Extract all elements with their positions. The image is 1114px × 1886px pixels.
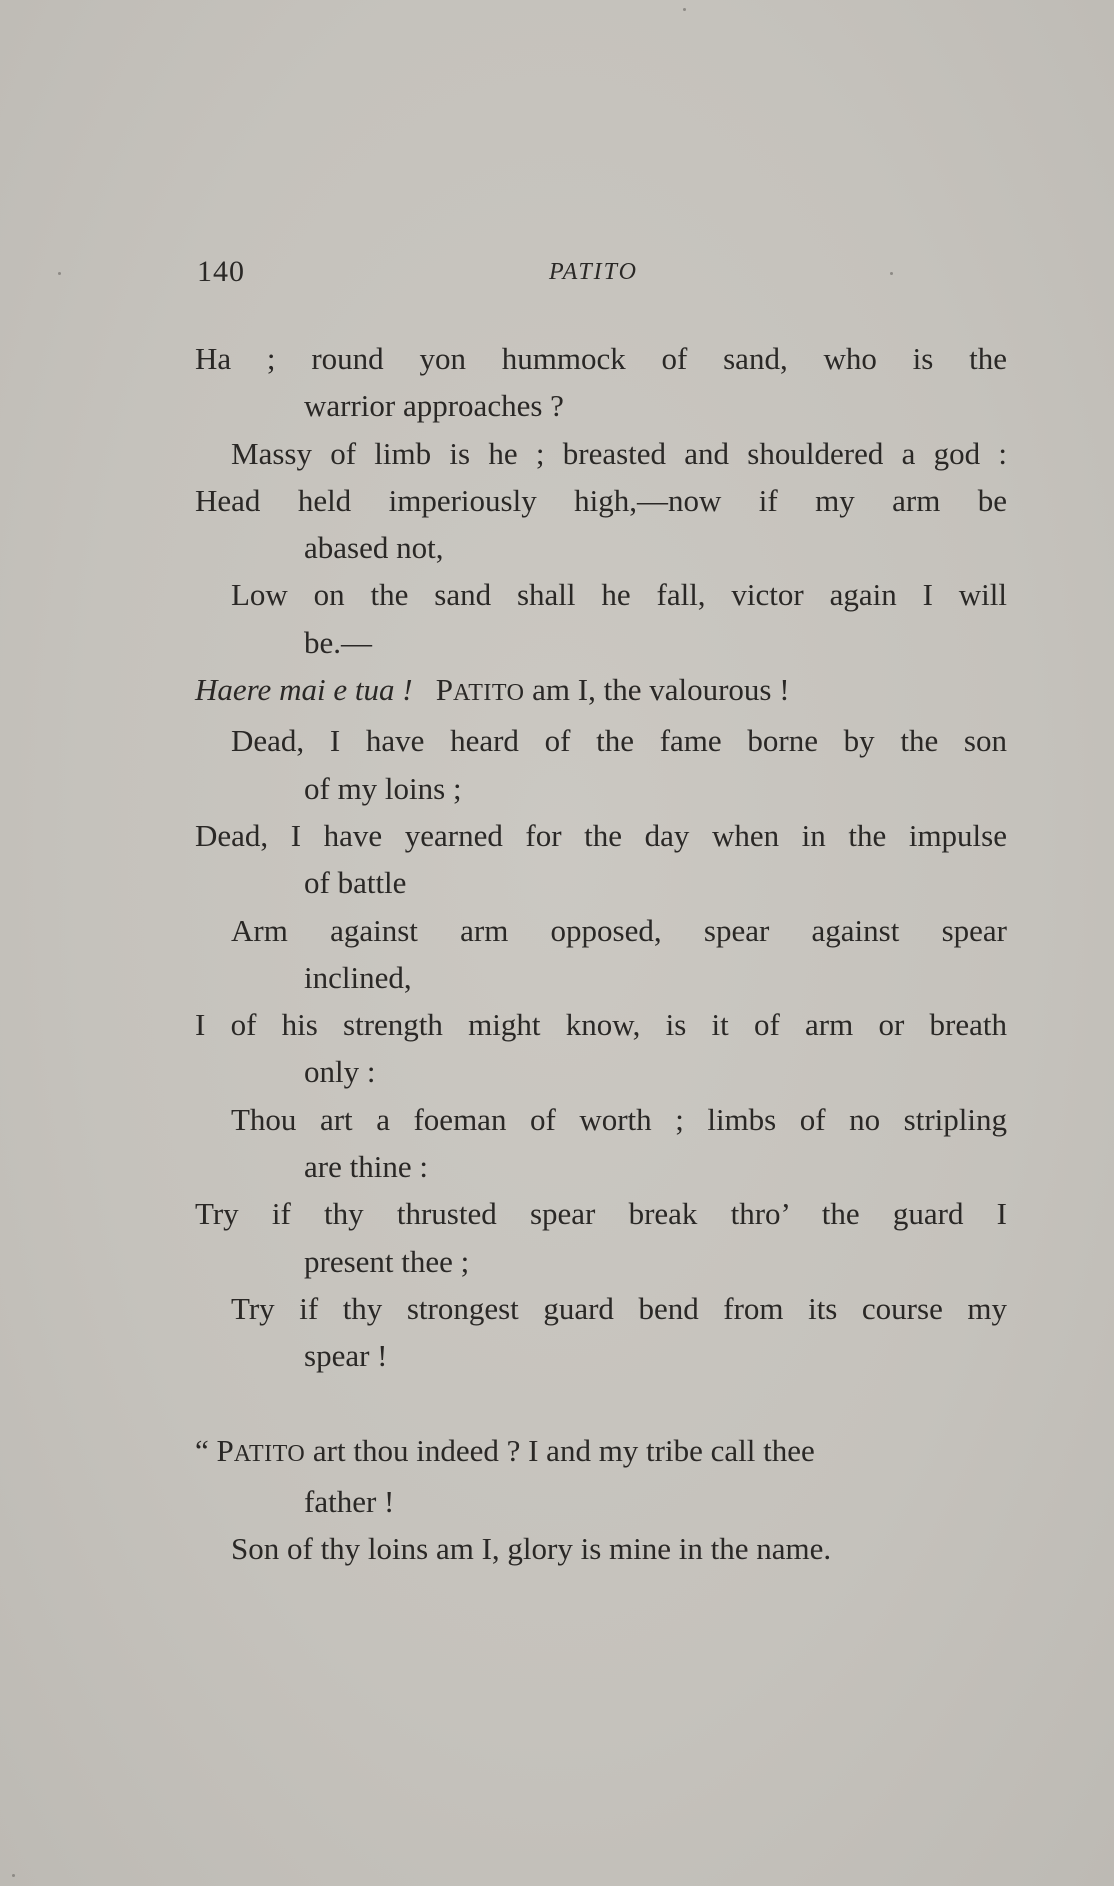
- verse-line: [195, 717, 1007, 812]
- verse-line: [195, 477, 1007, 572]
- verse-line-continuation: abased not,: [304, 530, 444, 566]
- verse-line-text: Massy of limb is he ; breasted and shouldered a god :: [231, 435, 1007, 471]
- verse-line: [195, 1427, 1007, 1526]
- name-small-caps: ATITO: [233, 1440, 306, 1467]
- verse-line-text: Head held imperiously high,—now if my arm be: [195, 482, 1007, 518]
- verse-line: [195, 1190, 1007, 1285]
- verse-line: [195, 571, 1007, 666]
- verse-line-continuation: be.—: [304, 624, 373, 660]
- paper-speck: [890, 272, 893, 275]
- page-number: 140: [197, 255, 245, 288]
- verse-line-rest: am I, the valourous !: [524, 672, 790, 708]
- verse-line-continuation: father !: [304, 1483, 395, 1519]
- verse-line-continuation: spear !: [304, 1338, 388, 1374]
- verse-line: [195, 335, 1007, 430]
- verse-line-continuation: of battle: [304, 865, 407, 901]
- paper-speck: [12, 1874, 15, 1877]
- running-head: [197, 255, 1007, 295]
- verse-line: [195, 1001, 1007, 1096]
- paper-speck: [683, 8, 686, 11]
- running-title: PATITO: [549, 259, 638, 285]
- verse-line: [195, 666, 1007, 717]
- verse-line-continuation: only :: [304, 1054, 376, 1090]
- verse-line-text: Low on the sand shall he fall, victor again I will: [231, 577, 1007, 613]
- verse-line-text: Dead, I have yearned for the day when in the impulse: [195, 817, 1007, 853]
- verse-line: [195, 1285, 1007, 1380]
- stanza-1: [195, 335, 1007, 1380]
- stanza-2: [195, 1427, 1007, 1573]
- verse-line-continuation: present thee ;: [304, 1243, 470, 1279]
- verse-line-text: I of his strength might know, is it of arm or breath: [195, 1007, 1007, 1043]
- open-quote: “: [195, 1432, 217, 1468]
- verse-line-text: [195, 1427, 1007, 1478]
- name-small-caps: ATITO: [453, 680, 525, 707]
- verse-line-text: Thou art a foeman of worth ; limbs of no stripling: [231, 1101, 1007, 1137]
- verse-line: [195, 1096, 1007, 1191]
- verse-line-rest: art thou indeed ? I and my tribe call thee: [305, 1432, 815, 1468]
- poem-body: [195, 335, 1007, 1572]
- paper-speck: [58, 272, 61, 275]
- name-initial: P: [216, 1432, 234, 1468]
- verse-line-text: [195, 666, 1007, 717]
- verse-line-text: Arm against arm opposed, spear against spear: [231, 912, 1007, 948]
- verse-line: [195, 430, 1007, 477]
- verse-line-text: Try if thy thrusted spear break thro’ the guard I: [195, 1196, 1007, 1232]
- verse-line: [195, 812, 1007, 907]
- name-initial: P: [435, 672, 454, 708]
- verse-line-text: Dead, I have heard of the fame borne by the son: [231, 723, 1007, 759]
- verse-line-continuation: are thine :: [304, 1149, 428, 1185]
- maori-phrase: Haere mai e tua !: [195, 672, 413, 708]
- verse-line: [195, 907, 1007, 1002]
- verse-line: [195, 1525, 1007, 1572]
- verse-line-continuation: warrior approaches ?: [304, 388, 564, 424]
- verse-line-continuation: inclined,: [304, 959, 412, 995]
- verse-line-continuation: of my loins ;: [304, 770, 462, 806]
- verse-line-text: Son of thy loins am I, glory is mine in the name.: [231, 1531, 832, 1567]
- verse-line-text: Ha ; round yon hummock of sand, who is the: [195, 341, 1007, 376]
- verse-line-text: Try if thy strongest guard bend from its course my: [231, 1290, 1007, 1326]
